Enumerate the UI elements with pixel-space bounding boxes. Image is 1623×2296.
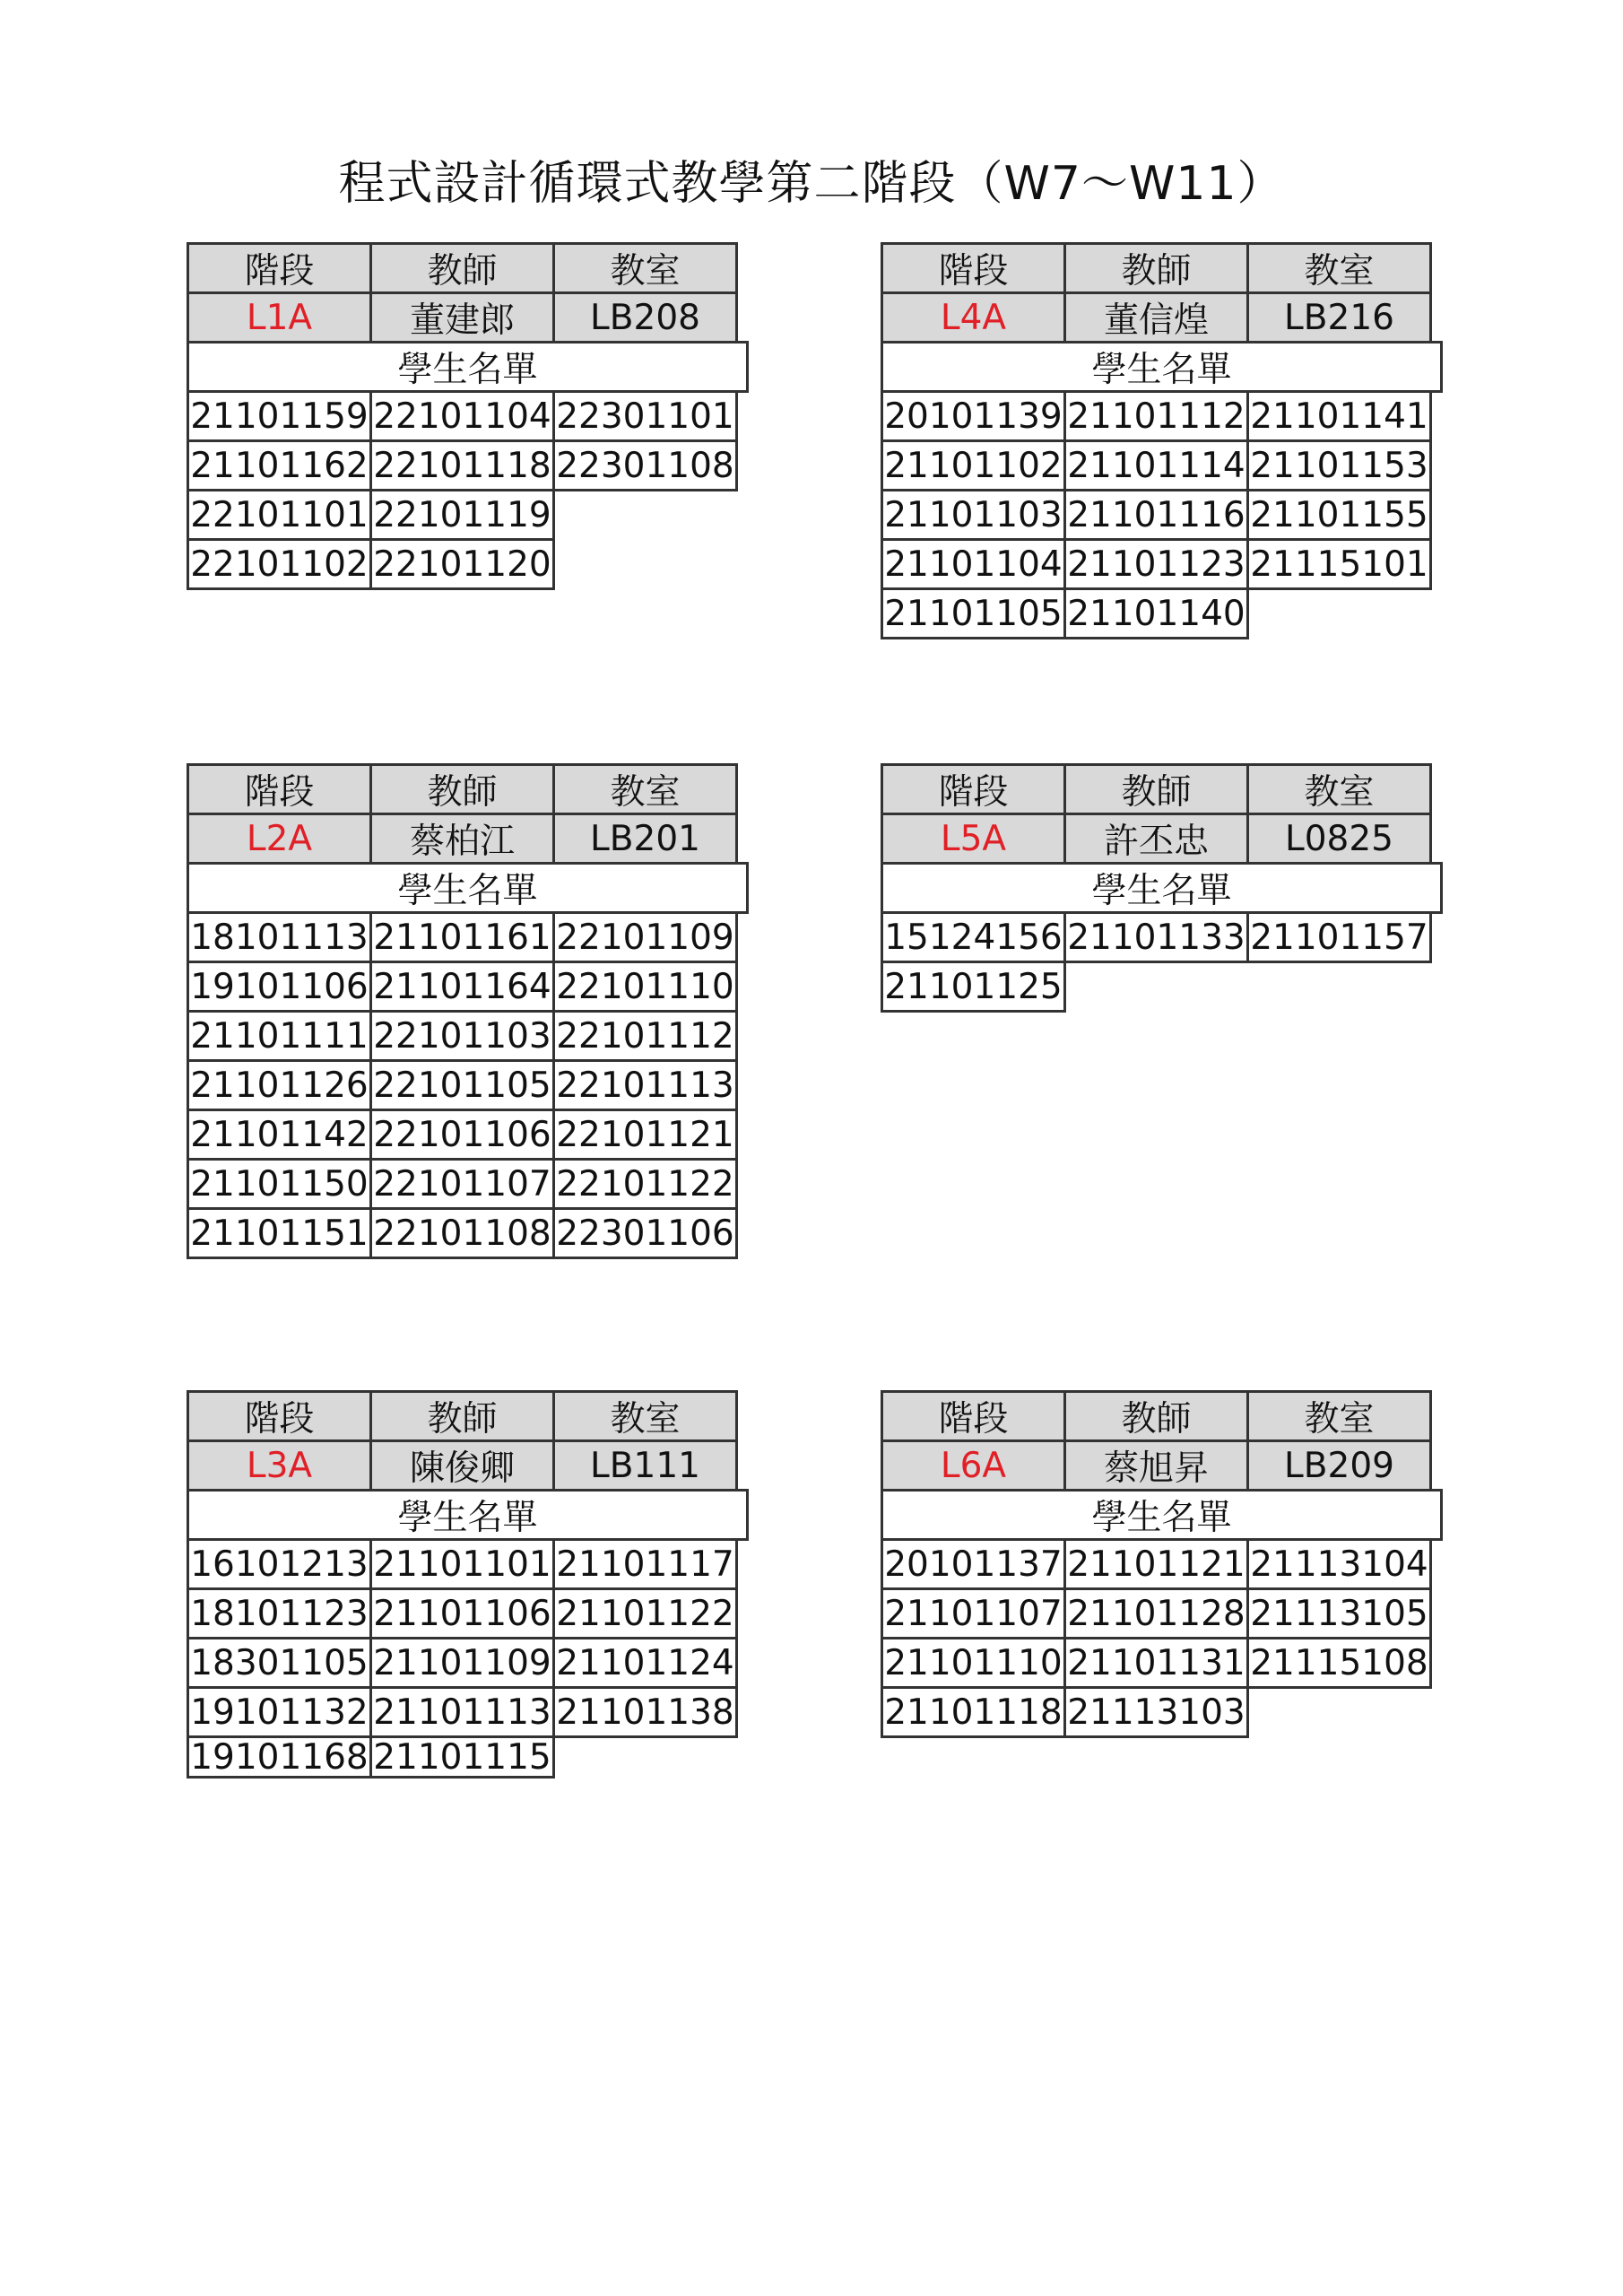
student-id: 21101138 xyxy=(552,1686,738,1738)
student-id: 19101132 xyxy=(187,1686,372,1738)
student-row xyxy=(187,1587,751,1639)
student-id: 21101101 xyxy=(369,1538,555,1590)
student-row xyxy=(187,911,751,963)
student-row xyxy=(187,390,751,442)
student-id: 22101120 xyxy=(369,538,555,590)
info-row xyxy=(881,1439,1445,1492)
teacher-name: 蔡柏江 xyxy=(369,813,555,865)
header-teacher-label: 教師 xyxy=(1063,242,1249,294)
header-room-label: 教室 xyxy=(1246,1390,1432,1442)
student-id: 21101107 xyxy=(881,1587,1066,1639)
student-id: 21101155 xyxy=(1246,489,1432,541)
student-id: 21101151 xyxy=(187,1207,372,1259)
student-row xyxy=(187,1538,751,1590)
class-block-l4a xyxy=(881,242,1445,639)
roster-label-row xyxy=(187,1489,751,1541)
student-id: 21101117 xyxy=(552,1538,738,1590)
student-id: 21101110 xyxy=(881,1637,1066,1689)
student-id: 21101114 xyxy=(1063,439,1249,491)
class-block-l3a xyxy=(187,1390,751,1779)
student-id: 21101159 xyxy=(187,390,372,442)
header-teacher-label: 教師 xyxy=(1063,763,1249,815)
student-row xyxy=(187,1109,751,1161)
student-row xyxy=(187,1059,751,1111)
info-row xyxy=(187,1439,751,1492)
student-id: 21101103 xyxy=(881,489,1066,541)
student-id: 22101122 xyxy=(552,1158,738,1210)
student-id: 21101157 xyxy=(1246,911,1432,963)
student-id: 21101142 xyxy=(187,1109,372,1161)
header-row xyxy=(187,1390,751,1442)
student-id: 18101113 xyxy=(187,911,372,963)
student-id: 22101102 xyxy=(187,538,372,590)
student-id: 20101139 xyxy=(881,390,1066,442)
student-id: 21101131 xyxy=(1063,1637,1249,1689)
header-stage-label: 階段 xyxy=(881,242,1066,294)
student-id: 22101104 xyxy=(369,390,555,442)
header-teacher-label: 教師 xyxy=(1063,1390,1249,1442)
student-id: 21101140 xyxy=(1063,587,1249,639)
student-id: 21101109 xyxy=(369,1637,555,1689)
student-row xyxy=(881,587,1445,639)
header-teacher-label: 教師 xyxy=(369,1390,555,1442)
stage-code: L1A xyxy=(187,291,372,344)
student-id: 21101150 xyxy=(187,1158,372,1210)
student-id: 16101213 xyxy=(187,1538,372,1590)
student-id: 21101141 xyxy=(1246,390,1432,442)
stage-code: L2A xyxy=(187,813,372,865)
student-id: 21113103 xyxy=(1063,1686,1249,1738)
header-row xyxy=(187,242,751,294)
student-row xyxy=(187,489,751,541)
header-teacher-label: 教師 xyxy=(369,763,555,815)
header-room-label: 教室 xyxy=(552,242,738,294)
header-row xyxy=(187,763,751,815)
student-row xyxy=(881,1637,1445,1689)
student-id: 21101128 xyxy=(1063,1587,1249,1639)
student-id: 19101106 xyxy=(187,961,372,1013)
student-id: 21101111 xyxy=(187,1010,372,1062)
student-id: 21101106 xyxy=(369,1587,555,1639)
student-id: 21101115 xyxy=(369,1735,555,1779)
student-id: 21113104 xyxy=(1246,1538,1432,1590)
student-id: 21101112 xyxy=(1063,390,1249,442)
student-row xyxy=(187,538,751,590)
student-id: 21101105 xyxy=(881,587,1066,639)
stage-code: L6A xyxy=(881,1439,1066,1492)
student-row xyxy=(881,538,1445,590)
student-row xyxy=(881,961,1445,1013)
student-id: 19101168 xyxy=(187,1735,372,1779)
student-row xyxy=(187,439,751,491)
student-id: 21101104 xyxy=(881,538,1066,590)
student-id: 21101124 xyxy=(552,1637,738,1689)
roster-label: 學生名單 xyxy=(187,1489,749,1541)
room-code: L0825 xyxy=(1246,813,1432,865)
student-row xyxy=(187,1158,751,1210)
student-id: 22101107 xyxy=(369,1158,555,1210)
student-id: 21101126 xyxy=(187,1059,372,1111)
student-id: 22101121 xyxy=(552,1109,738,1161)
header-stage-label: 階段 xyxy=(187,1390,372,1442)
student-row xyxy=(881,439,1445,491)
room-code: LB201 xyxy=(552,813,738,865)
student-id: 20101137 xyxy=(881,1538,1066,1590)
student-row xyxy=(881,1686,1445,1738)
roster-label-row xyxy=(881,862,1445,914)
student-id: 21101153 xyxy=(1246,439,1432,491)
stage-code: L3A xyxy=(187,1439,372,1492)
student-id: 22101112 xyxy=(552,1010,738,1062)
student-id: 21113105 xyxy=(1246,1587,1432,1639)
student-row xyxy=(187,1686,751,1738)
student-id: 21101122 xyxy=(552,1587,738,1639)
student-id: 18301105 xyxy=(187,1637,372,1689)
student-row xyxy=(187,1735,751,1779)
student-id: 22101103 xyxy=(369,1010,555,1062)
header-row xyxy=(881,242,1445,294)
student-id: 21101123 xyxy=(1063,538,1249,590)
roster-label: 學生名單 xyxy=(881,1489,1443,1541)
header-room-label: 教室 xyxy=(552,763,738,815)
teacher-name: 許丕忠 xyxy=(1063,813,1249,865)
student-id: 22101101 xyxy=(187,489,372,541)
room-code: LB208 xyxy=(552,291,738,344)
student-id: 21101162 xyxy=(187,439,372,491)
teacher-name: 蔡旭昇 xyxy=(1063,1439,1249,1492)
student-id: 21101113 xyxy=(369,1686,555,1738)
student-row xyxy=(187,961,751,1013)
header-room-label: 教室 xyxy=(552,1390,738,1442)
student-id: 22101108 xyxy=(369,1207,555,1259)
header-teacher-label: 教師 xyxy=(369,242,555,294)
student-id: 21101116 xyxy=(1063,489,1249,541)
student-row xyxy=(881,911,1445,963)
room-code: LB209 xyxy=(1246,1439,1432,1492)
student-id: 22101105 xyxy=(369,1059,555,1111)
header-room-label: 教室 xyxy=(1246,242,1432,294)
student-id: 21101121 xyxy=(1063,1538,1249,1590)
student-id: 21115108 xyxy=(1246,1637,1432,1689)
room-code: LB216 xyxy=(1246,291,1432,344)
student-row xyxy=(881,489,1445,541)
student-id: 22301101 xyxy=(552,390,738,442)
student-row xyxy=(187,1637,751,1689)
student-id: 22101113 xyxy=(552,1059,738,1111)
roster-label-row xyxy=(187,341,751,393)
class-block-l5a xyxy=(881,763,1445,1013)
info-row xyxy=(881,813,1445,865)
student-id: 22101110 xyxy=(552,961,738,1013)
student-id: 21101133 xyxy=(1063,911,1249,963)
teacher-name: 陳俊卿 xyxy=(369,1439,555,1492)
class-block-l1a xyxy=(187,242,751,590)
stage-code: L5A xyxy=(881,813,1066,865)
teacher-name: 董信煌 xyxy=(1063,291,1249,344)
teacher-name: 董建郎 xyxy=(369,291,555,344)
info-row xyxy=(881,291,1445,344)
student-id: 22301106 xyxy=(552,1207,738,1259)
info-row xyxy=(187,813,751,865)
roster-label-row xyxy=(881,1489,1445,1541)
roster-label-row xyxy=(881,341,1445,393)
info-row xyxy=(187,291,751,344)
student-id: 22101109 xyxy=(552,911,738,963)
student-id: 21101164 xyxy=(369,961,555,1013)
student-row xyxy=(187,1010,751,1062)
student-id: 22101118 xyxy=(369,439,555,491)
student-id: 21101125 xyxy=(881,961,1066,1013)
student-row xyxy=(881,1587,1445,1639)
header-row xyxy=(881,1390,1445,1442)
student-row xyxy=(187,1207,751,1259)
student-id: 22101119 xyxy=(369,489,555,541)
student-id: 21101161 xyxy=(369,911,555,963)
student-row xyxy=(881,1538,1445,1590)
roster-label: 學生名單 xyxy=(881,862,1443,914)
class-block-l6a xyxy=(881,1390,1445,1738)
roster-label: 學生名單 xyxy=(187,862,749,914)
header-room-label: 教室 xyxy=(1246,763,1432,815)
roster-label: 學生名單 xyxy=(881,341,1443,393)
roster-label-row xyxy=(187,862,751,914)
roster-label: 學生名單 xyxy=(187,341,749,393)
class-block-l2a xyxy=(187,763,751,1259)
student-id: 21101102 xyxy=(881,439,1066,491)
student-id: 15124156 xyxy=(881,911,1066,963)
student-id: 21101118 xyxy=(881,1686,1066,1738)
header-stage-label: 階段 xyxy=(881,763,1066,815)
header-stage-label: 階段 xyxy=(881,1390,1066,1442)
student-id: 21115101 xyxy=(1246,538,1432,590)
student-id: 18101123 xyxy=(187,1587,372,1639)
student-id: 22301108 xyxy=(552,439,738,491)
student-id: 22101106 xyxy=(369,1109,555,1161)
stage-code: L4A xyxy=(881,291,1066,344)
student-row xyxy=(881,390,1445,442)
header-row xyxy=(881,763,1445,815)
room-code: LB111 xyxy=(552,1439,738,1492)
page-title: 程式設計循環式教學第二階段（W7～W11） xyxy=(338,157,1285,211)
header-stage-label: 階段 xyxy=(187,242,372,294)
header-stage-label: 階段 xyxy=(187,763,372,815)
